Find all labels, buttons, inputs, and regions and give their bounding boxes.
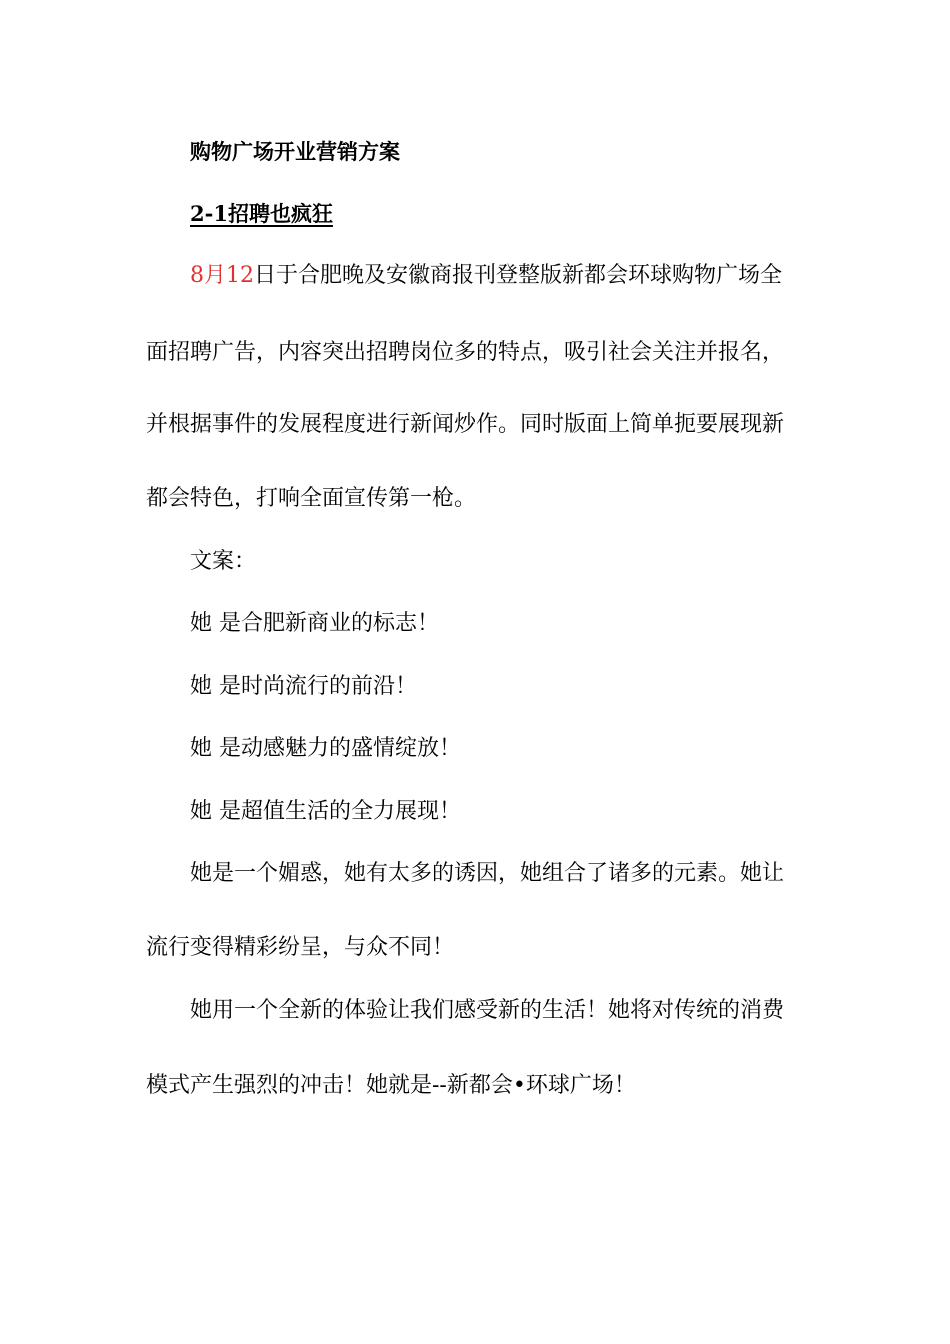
intro-line-1	[190, 261, 850, 291]
slogan-line: 她 是合肥新商业的标志！	[190, 611, 439, 636]
slogan-line: 她 是动感魅力的盛情绽放！	[190, 736, 461, 761]
slogan-line: 她 是超值生活的全力展现！	[190, 799, 461, 824]
paragraph-3-line-2: 模式产生强烈的冲击！她就是--新都会•环球广场！	[146, 1073, 636, 1098]
paragraph-3-line-1: 她用一个全新的体验让我们感受新的生活！她将对传统的消费	[190, 998, 785, 1023]
copy-label: 文案：	[190, 549, 257, 574]
intro-line-2: 面招聘广告，内容突出招聘岗位多的特点，吸引社会关注并报名，	[146, 340, 785, 365]
section-heading: 2-1招聘也疯狂	[190, 201, 333, 226]
paragraph-2-line-2: 流行变得精彩纷呈，与众不同！	[146, 935, 455, 960]
intro-line-3: 并根据事件的发展程度进行新闻炒作。同时版面上简单扼要展现新	[146, 412, 785, 437]
document-title: 购物广场开业营销方案	[190, 139, 400, 164]
highlighted-date: 8月12	[190, 263, 254, 288]
paragraph-2-line-1: 她是一个媚惑，她有太多的诱因，她组合了诸多的元素。她让	[190, 861, 785, 886]
slogan-line: 她 是时尚流行的前沿！	[190, 674, 417, 699]
intro-line-4: 都会特色，打响全面宣传第一枪。	[146, 486, 477, 511]
intro-line-1-text: 日于合肥晚及安徽商报刊登整版新都会环球购物广场全	[254, 263, 783, 288]
